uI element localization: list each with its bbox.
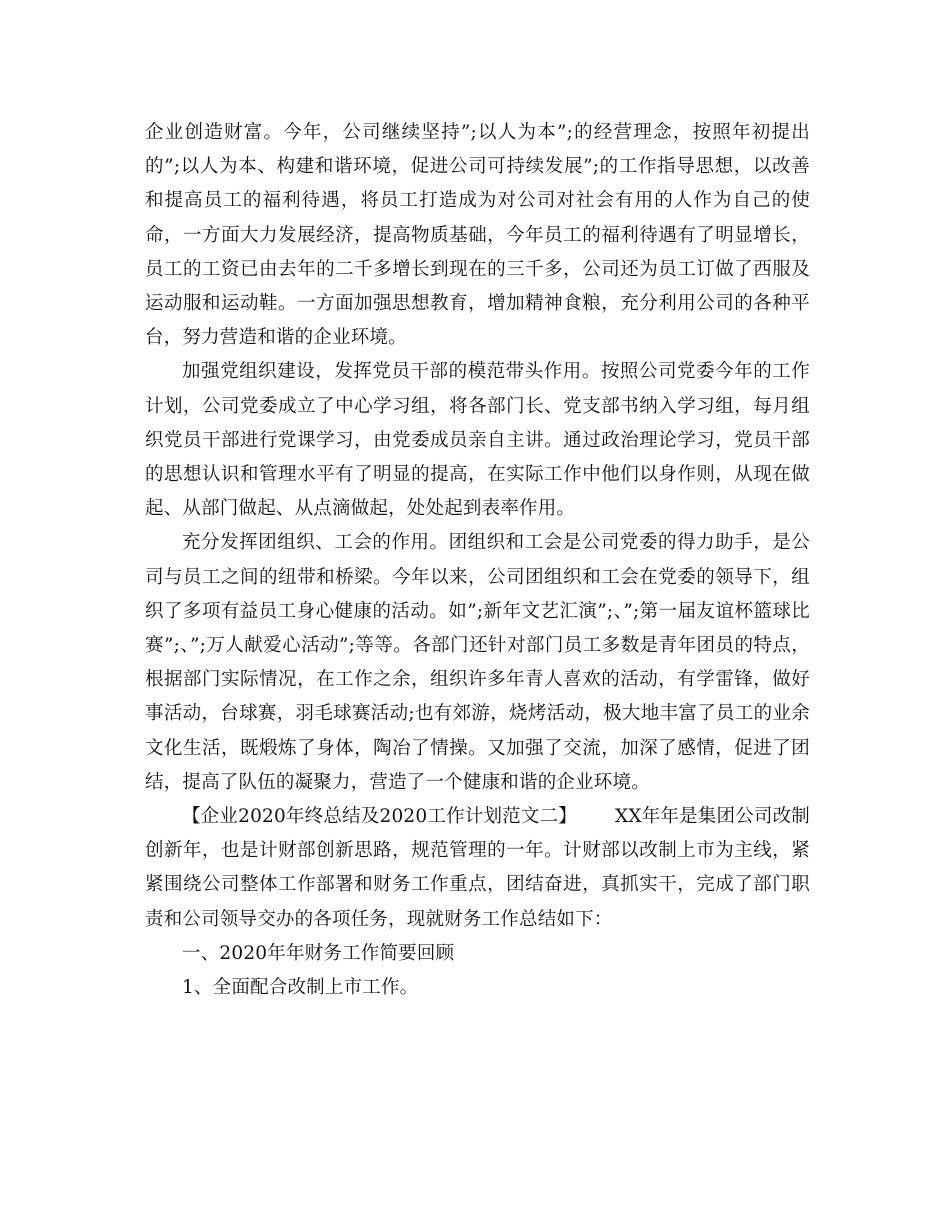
paragraph-sample-two — [145, 800, 810, 937]
paragraph-party-building: 加强党组织建设，发挥党员干部的模范带头作用。按照公司党委今年的工作计划，公司党委成立了中心学习组，将各部门长、党支部书纳入学习组，每月组织党员干部进行党课学习，由党委成员亲自主讲。通过政治理论学习，党员干部的思想认识和管理水平有了明显的提高，在实际工作中他们以身作则，从现在做起、从部门做起、从点滴做起，处处起到表率作用。 — [145, 361, 810, 520]
paragraph-youth-union: 充分发挥团组织、工会的作用。团组织和工会是公司党委的得力助手，是公司与员工之间的纽带和桥梁。今年以来，公司团组织和工会在党委的领导下，组织了多项有益员工身心健康的活动。如”;新年文艺汇演”;、”;第一届友谊杯篮球比赛”;、”;万人献爱心活动”;等等。各部门还针对部门员工多数是青年团员的特点，根据部门实际情况，在工作之余，组织许多年青人喜欢的活动，有学雷锋，做好事活动，台球赛，羽毛球赛活动;也有郊游，烧烤活动，极大地丰富了员工的业余文化生活，既煅炼了身体，陶冶了情操。又加强了交流，加深了感情，促进了团结，提高了队伍的凝聚力，营造了一个健康和谐的企业环境。 — [145, 532, 810, 793]
paragraph-continuation: 企业创造财富。今年，公司继续坚持”;以人为本”;的经营理念，按照年初提出的”;以人为本、构建和谐环境，促进公司可持续发展”;的工作指导思想，以改善和提高员工的福利待遇，将员工打造成为对公司对社会有用的人作为自己的使命，一方面大力发展经济，提高物质基础，今年员工的福利待遇有了明显增长，员工的工资已由去年的二千多增长到现在的三千多，公司还为员工订做了西服及运动服和运动鞋。一方面加强思想教育，增加精神食粮，充分利用公司的各种平台，努力营造和谐的企业环境。 — [145, 122, 810, 349]
subheading-item-one: 1、全面配合改制上市工作。 — [182, 977, 419, 999]
paragraph-sample-two-text: XX年年是集团公司改制创新年，也是计财部创新思路，规范管理的一年。计财部以改制上市为主线，紧紧围绕公司整体工作部署和财务工作重点，团结奋进，真抓实干，完成了部门职责和公司领导交办的各项任务，现就财务工作总结如下： — [145, 806, 811, 930]
document-body — [145, 116, 810, 1005]
section-heading: 【企业2020年终总结及2020工作计划范文二】 — [182, 806, 577, 828]
subheading-review: 一、2020年年财务工作简要回顾 — [182, 942, 455, 964]
